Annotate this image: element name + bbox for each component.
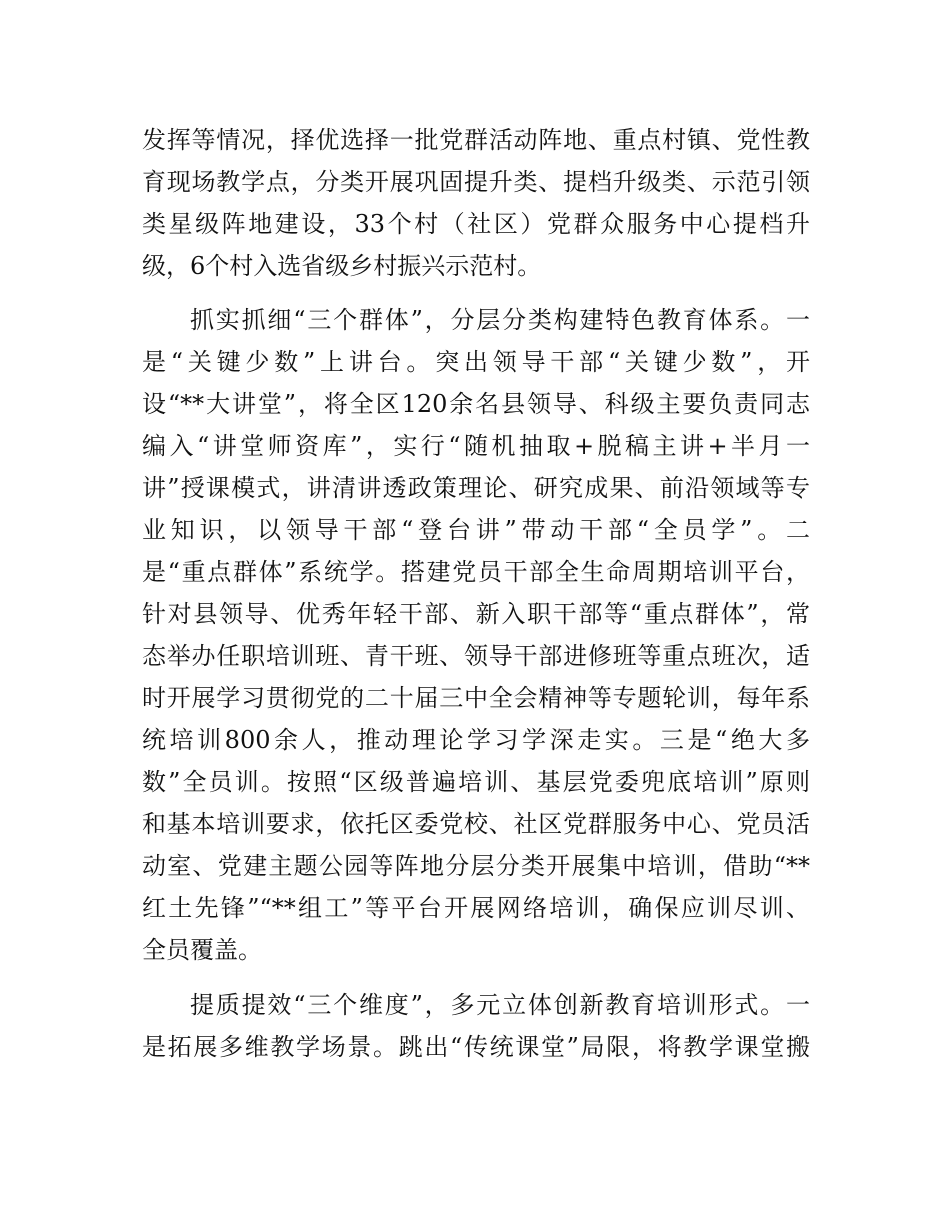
text-line: 级，6个村入选省级乡村振兴示范村。	[142, 252, 542, 280]
text-line: 全员覆盖。	[142, 936, 262, 964]
text-line: 业知识，以领导干部“登台讲”带动干部“全员学”。二	[142, 516, 810, 544]
text-line: 动室、党建主题公园等阵地分层分类开展集中培训，借助“**	[142, 852, 810, 880]
text-line: 针对县领导、优秀年轻干部、新入职干部等“重点群体”，常	[142, 600, 810, 628]
text-line: 是“重点群体”系统学。搭建党员干部全生命周期培训平台，	[142, 558, 810, 586]
text-line: 发挥等情况，择优选择一批党群活动阵地、重点村镇、党性教	[142, 126, 810, 154]
text-line: 育现场教学点，分类开展巩固提升类、提档升级类、示范引领	[142, 168, 810, 196]
text-line: 态举办任职培训班、青干班、领导干部进修班等重点班次，适	[142, 642, 810, 670]
text-line: 设“**大讲堂”，将全区120余名县领导、科级主要负责同志	[142, 390, 810, 418]
text-line: 时开展学习贯彻党的二十届三中全会精神等专题轮训，每年系	[142, 684, 810, 712]
text-line: 是拓展多维教学场景。跳出“传统课堂”局限，将教学课堂搬	[142, 1033, 810, 1061]
text-line: 数”全员训。按照“区级普遍培训、基层党委兜底培训”原则	[142, 768, 810, 796]
text-line: 和基本培训要求，依托区委党校、社区党群服务中心、党员活	[142, 810, 810, 838]
text-line: 讲”授课模式，讲清讲透政策理论、研究成果、前沿领域等专	[142, 474, 810, 502]
text-line: 是“关键少数”上讲台。突出领导干部“关键少数”，开	[142, 348, 810, 376]
paragraph-first-line: 提质提效“三个维度”，多元立体创新教育培训形式。一	[190, 991, 810, 1019]
text-line: 类星级阵地建设，33个村（社区）党群众服务中心提档升	[142, 210, 810, 238]
paragraph-first-line: 抓实抓细“三个群体”，分层分类构建特色教育体系。一	[190, 306, 810, 334]
text-line: 红土先锋”“**组工”等平台开展网络培训，确保应训尽训、	[142, 894, 810, 922]
text-line: 统培训800余人，推动理论学习学深走实。三是“绝大多	[142, 726, 810, 754]
text-line: 编入“讲堂师资库”，实行“随机抽取+脱稿主讲+半月一	[142, 432, 810, 460]
